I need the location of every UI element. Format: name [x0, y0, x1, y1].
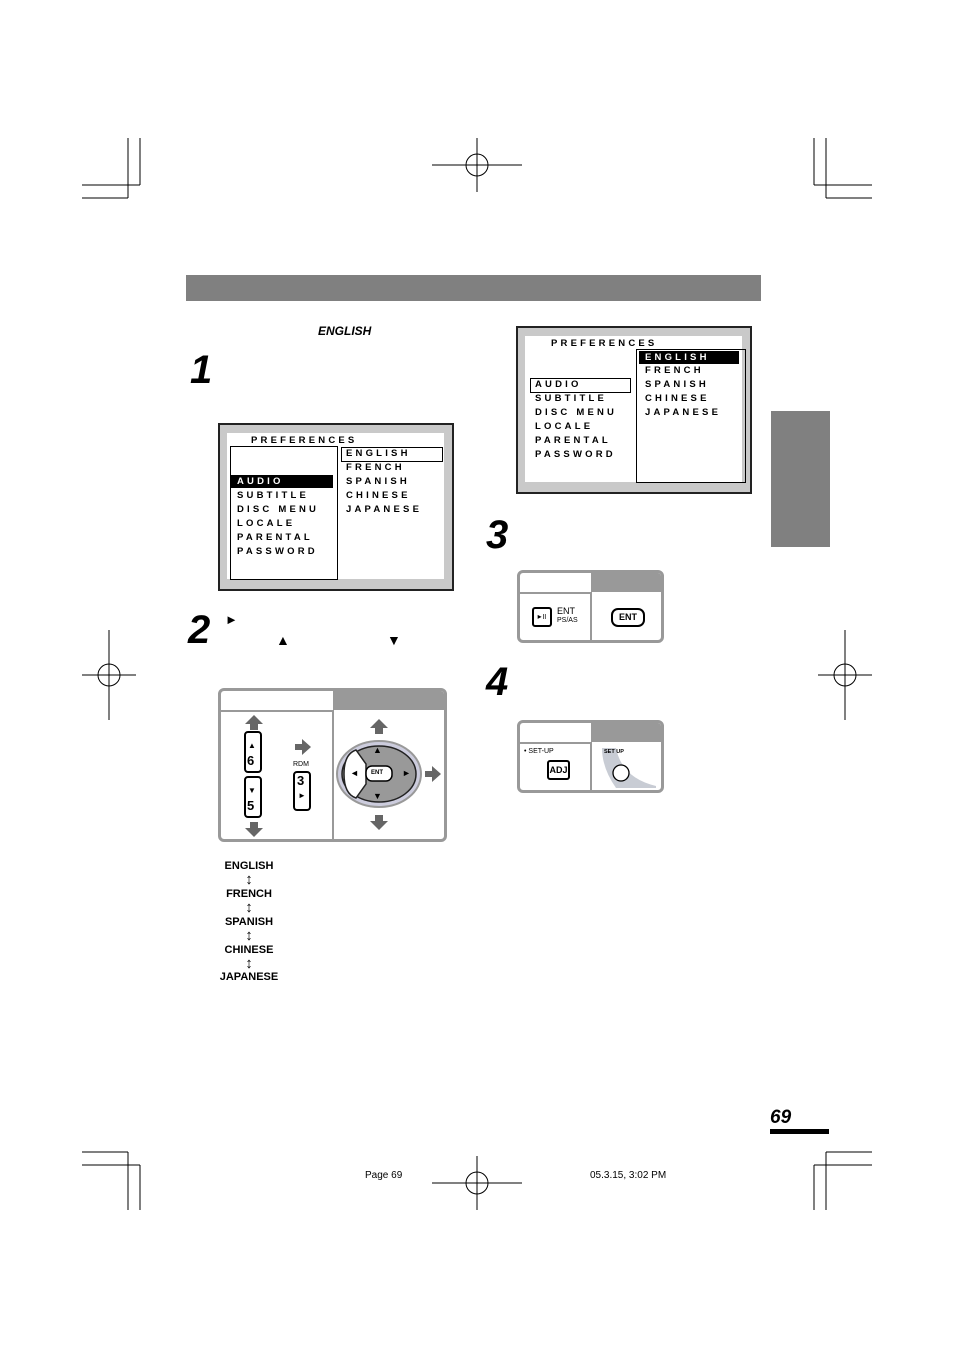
- option[interactable]: CHINESE: [346, 490, 411, 501]
- dpad-left-symbol[interactable]: ◄: [350, 768, 359, 778]
- up-arrow-icon: [245, 715, 263, 730]
- key-3-play-symbol: ►: [298, 791, 306, 800]
- menu-item[interactable]: SUBTITLE: [237, 490, 310, 501]
- section-header-bar: [186, 275, 761, 301]
- right-arrow-icon: [295, 739, 311, 755]
- up-arrow-icon: ▲: [276, 632, 290, 648]
- step-1-number: 1: [190, 348, 213, 392]
- up-down-arrow-icon: ↕: [245, 899, 253, 916]
- down-arrow-icon: ▼: [387, 632, 401, 648]
- setup-keys-panel: [517, 720, 664, 793]
- cycle-spanish: SPANISH: [224, 916, 274, 928]
- key-5-down-symbol: ▼: [248, 786, 256, 795]
- down-arrow-icon: [245, 822, 263, 837]
- cycle-japanese: JAPANESE: [219, 971, 279, 983]
- up-down-arrow-icon: ↕: [245, 871, 253, 888]
- option[interactable]: SPANISH: [645, 379, 709, 390]
- up-down-arrow-icon: ↕: [245, 955, 253, 972]
- option[interactable]: CHINESE: [645, 393, 710, 404]
- option[interactable]: SPANISH: [346, 476, 410, 487]
- enter-keys-panel: [517, 570, 664, 643]
- navigation-keys-panel: [218, 688, 447, 842]
- menu-item[interactable]: DISC MENU: [535, 407, 618, 418]
- option-english-selected[interactable]: ENGLISH: [639, 351, 739, 364]
- menu-item[interactable]: DISC MENU: [237, 504, 320, 515]
- default-language-label: ENGLISH: [318, 324, 372, 338]
- ps-as-label: PS/AS: [557, 617, 578, 624]
- menu-title: PREFERENCES: [551, 338, 658, 349]
- menu-item[interactable]: LOCALE: [237, 518, 296, 529]
- key-3-label[interactable]: 3: [297, 773, 305, 788]
- page-number: 69: [770, 1107, 792, 1128]
- menu-item-audio[interactable]: AUDIO: [535, 379, 582, 390]
- option[interactable]: FRENCH: [346, 462, 405, 473]
- menu-item[interactable]: PARENTAL: [535, 435, 611, 446]
- menu-item[interactable]: PARENTAL: [237, 532, 313, 543]
- dpad-right[interactable]: ►: [402, 768, 411, 778]
- option-english[interactable]: ENGLISH: [346, 448, 411, 459]
- down-arrow-icon: [370, 815, 388, 830]
- option[interactable]: JAPANESE: [645, 407, 722, 418]
- step-4-number: 4: [486, 660, 509, 704]
- cycle-chinese: CHINESE: [224, 944, 274, 956]
- setup-button-label[interactable]: SET UP: [604, 749, 624, 755]
- right-arrow-icon: ►: [225, 612, 238, 627]
- menu-item[interactable]: PASSWORD: [237, 546, 318, 557]
- key-6-label[interactable]: 6: [247, 753, 255, 768]
- menu-item[interactable]: LOCALE: [535, 421, 594, 432]
- ent-button[interactable]: ENT: [611, 608, 645, 627]
- page-number-underline: [770, 1129, 829, 1134]
- up-arrow-icon: [370, 719, 388, 734]
- menu-item[interactable]: SUBTITLE: [535, 393, 608, 404]
- key-5-label[interactable]: 5: [247, 798, 255, 813]
- cycle-french: FRENCH: [226, 888, 272, 900]
- menu-title: PREFERENCES: [251, 435, 358, 446]
- key-6-up-symbol: ▲: [248, 741, 256, 750]
- setup-label: • SET-UP: [524, 748, 554, 755]
- preferences-menu-step1: [218, 423, 454, 591]
- navigation-key-graphics: [221, 691, 444, 839]
- menu-item-audio[interactable]: AUDIO: [231, 475, 333, 488]
- dpad-up[interactable]: ▲: [373, 745, 382, 755]
- dpad-down[interactable]: ▼: [373, 791, 382, 801]
- cycle-english: ENGLISH: [224, 860, 274, 872]
- option[interactable]: JAPANESE: [346, 504, 423, 515]
- rdm-label: RDM: [293, 761, 309, 768]
- ent-label[interactable]: ENT: [371, 770, 383, 776]
- up-down-arrow-icon: ↕: [245, 927, 253, 944]
- option[interactable]: FRENCH: [645, 365, 704, 376]
- adj-button[interactable]: ADJ: [547, 760, 570, 780]
- right-arrow-icon: [425, 766, 441, 782]
- step-3-number: 3: [486, 513, 509, 557]
- footer-page: Page 69: [365, 1170, 403, 1181]
- play-pause-icon[interactable]: ▸॥: [532, 607, 552, 627]
- menu-item[interactable]: PASSWORD: [535, 449, 616, 460]
- preferences-menu-step3: [516, 326, 752, 494]
- step-2-number: 2: [188, 608, 211, 652]
- ent-label: ENT: [557, 606, 575, 616]
- chapter-tab: [771, 411, 830, 547]
- footer-timestamp: 05.3.15, 3:02 PM: [590, 1170, 667, 1181]
